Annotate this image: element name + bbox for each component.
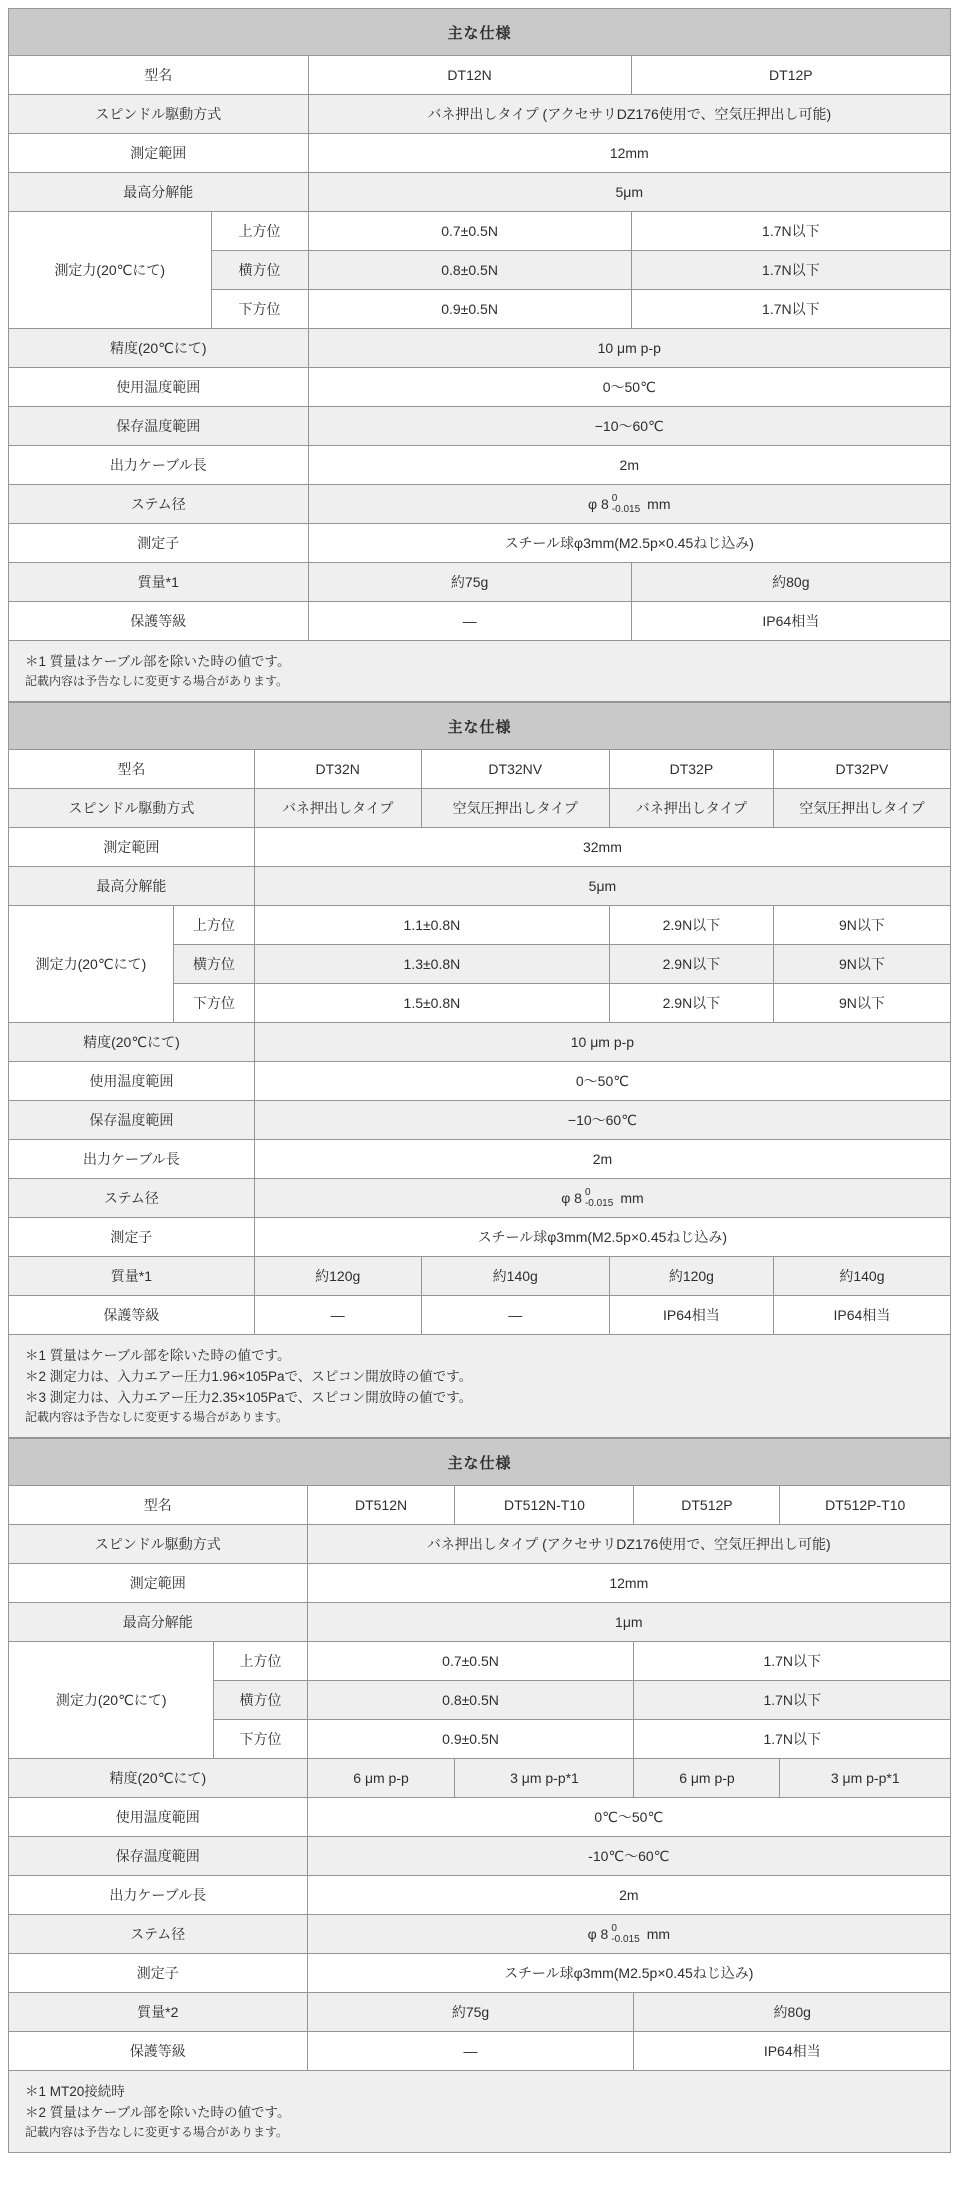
group-label: 測定力(20℃にて) [9, 1642, 214, 1759]
value-cell: 約140g [421, 1257, 609, 1296]
spec-row [9, 1993, 951, 2032]
spec-row [9, 407, 951, 446]
value-cell: 1.7N以下 [631, 212, 950, 251]
row-label: ステム径 [9, 1179, 255, 1218]
value-cell: ― [254, 1296, 421, 1335]
value-cell: 0.7±0.5N [308, 212, 631, 251]
value-cell: -10℃〜60℃ [307, 1837, 950, 1876]
row-sublabel: 上方位 [211, 212, 308, 251]
value-cell: DT512P [634, 1486, 780, 1525]
spec-row [9, 56, 951, 95]
row-label: 型名 [9, 1486, 308, 1525]
value-cell: 5μm [254, 867, 950, 906]
footnote-disclaimer: 記載内容は予告なしに変更する場合があります。 [25, 674, 289, 688]
value-cell [254, 1179, 950, 1218]
value-cell: 1μm [307, 1603, 950, 1642]
value-cell: 0.8±0.5N [307, 1681, 634, 1720]
row-label: 保存温度範囲 [9, 1837, 308, 1876]
value-cell: バネ押出しタイプ [609, 789, 773, 828]
spec-row [9, 95, 951, 134]
spec-row [9, 1023, 951, 1062]
row-sublabel: 横方位 [173, 945, 254, 984]
value-cell: バネ押出しタイプ (アクセサリDZ176使用で、空気圧押出し可能) [308, 95, 950, 134]
value-cell: DT512P-T10 [780, 1486, 951, 1525]
stem-upper-tolerance: 0 [611, 1923, 617, 1934]
stem-tolerance [611, 1923, 639, 1945]
spec-row [9, 1179, 951, 1218]
value-cell: 2m [307, 1876, 950, 1915]
value-cell: ― [307, 2032, 634, 2071]
value-cell: 1.5±0.8N [254, 984, 609, 1023]
row-label: 使用温度範囲 [9, 1062, 255, 1101]
spec-row [9, 1876, 951, 1915]
row-sublabel: 下方位 [214, 1720, 307, 1759]
value-cell: 2.9N以下 [609, 945, 773, 984]
stem-upper-tolerance: 0 [584, 1187, 591, 1198]
value-cell: 0.7±0.5N [307, 1642, 634, 1681]
value-cell: 12mm [307, 1564, 950, 1603]
spec-row [9, 602, 951, 641]
footnote-line: ＊2 測定力は、入力エアー圧力1.96×105Paで、スピコン開放時の値です。 [25, 1369, 473, 1384]
row-label: ステム径 [9, 1915, 308, 1954]
value-cell: スチール球φ3mm(M2.5p×0.45ねじ込み) [308, 524, 950, 563]
value-cell: IP64相当 [631, 602, 950, 641]
value-cell: DT12N [308, 56, 631, 95]
stem-prefix: φ 8 [588, 496, 609, 512]
table-title: 主な仕様 [9, 703, 951, 750]
row-label: 精度(20℃にて) [9, 1023, 255, 1062]
table-title: 主な仕様 [9, 1439, 951, 1486]
value-cell [307, 1915, 950, 1954]
spec-row [9, 1915, 951, 1954]
value-cell: 9N以下 [773, 906, 950, 945]
row-sublabel: 下方位 [173, 984, 254, 1023]
spec-row [9, 1062, 951, 1101]
row-sublabel: 横方位 [214, 1681, 307, 1720]
spec-row [9, 1525, 951, 1564]
value-cell: 0〜50℃ [254, 1062, 950, 1101]
value-cell: 1.7N以下 [634, 1681, 951, 1720]
row-label: 使用温度範囲 [9, 368, 309, 407]
table-title: 主な仕様 [9, 9, 951, 56]
value-cell: 1.7N以下 [634, 1720, 951, 1759]
spec-row [9, 563, 951, 602]
value-cell: DT32P [609, 750, 773, 789]
stem-lower-tolerance: -0.015 [611, 1934, 640, 1945]
value-cell: 約75g [308, 563, 631, 602]
footnote-line: ＊3 測定力は、入力エアー圧力2.35×105Paで、スピコン開放時の値です。 [25, 1390, 473, 1405]
value-cell: 空気圧押出しタイプ [773, 789, 950, 828]
row-label: 精度(20℃にて) [9, 329, 309, 368]
table-header-row [9, 1439, 951, 1486]
row-label: ステム径 [9, 485, 309, 524]
row-label: 保護等級 [9, 1296, 255, 1335]
value-cell: 0.8±0.5N [308, 251, 631, 290]
value-cell: 0℃〜50℃ [307, 1798, 950, 1837]
value-cell: DT512N-T10 [455, 1486, 634, 1525]
row-label: 測定子 [9, 1954, 308, 1993]
stem-tolerance [585, 1187, 613, 1209]
value-cell: DT12P [631, 56, 950, 95]
spec-row [9, 1642, 951, 1681]
value-cell: 約75g [307, 1993, 634, 2032]
row-label: 使用温度範囲 [9, 1798, 308, 1837]
value-cell: DT32PV [773, 750, 950, 789]
footnotes [9, 641, 951, 702]
value-cell: IP64相当 [773, 1296, 950, 1335]
row-label: 測定範囲 [9, 828, 255, 867]
value-cell: 6 μm p-p [634, 1759, 780, 1798]
row-label: 測定子 [9, 524, 309, 563]
value-cell: スチール球φ3mm(M2.5p×0.45ねじ込み) [307, 1954, 950, 1993]
value-cell: 0〜50℃ [308, 368, 950, 407]
stem-diameter-value [588, 1923, 670, 1945]
value-cell: 2.9N以下 [609, 984, 773, 1023]
row-label: スピンドル駆動方式 [9, 95, 309, 134]
value-cell: 12mm [308, 134, 950, 173]
row-label: 出力ケーブル長 [9, 446, 309, 485]
value-cell: −10〜60℃ [254, 1101, 950, 1140]
footnote-line: ＊1 質量はケーブル部を除いた時の値です。 [25, 1348, 291, 1363]
value-cell: 2m [254, 1140, 950, 1179]
row-label: スピンドル駆動方式 [9, 1525, 308, 1564]
spec-row [9, 1603, 951, 1642]
spec-tables-container [8, 8, 951, 2153]
spec-row [9, 446, 951, 485]
row-label: 最高分解能 [9, 173, 309, 212]
spec-row [9, 173, 951, 212]
footnote-row [9, 1335, 951, 1438]
stem-upper-tolerance: 0 [611, 493, 618, 504]
value-cell: 0.9±0.5N [308, 290, 631, 329]
stem-unit: mm [646, 1926, 671, 1942]
stem-prefix: φ 8 [561, 1190, 582, 1206]
footnotes [9, 2071, 951, 2153]
value-cell: ― [421, 1296, 609, 1335]
value-cell: 約140g [773, 1257, 950, 1296]
spec-row [9, 212, 951, 251]
row-label: 保存温度範囲 [9, 1101, 255, 1140]
spec-row [9, 329, 951, 368]
footnotes [9, 1335, 951, 1438]
value-cell: DT32N [254, 750, 421, 789]
row-sublabel: 下方位 [211, 290, 308, 329]
value-cell: DT512N [307, 1486, 455, 1525]
value-cell: 1.7N以下 [634, 1642, 951, 1681]
value-cell: 6 μm p-p [307, 1759, 455, 1798]
value-cell: 約80g [634, 1993, 951, 2032]
value-cell: 1.1±0.8N [254, 906, 609, 945]
footnote-row [9, 2071, 951, 2153]
value-cell: 3 μm p-p*1 [455, 1759, 634, 1798]
value-cell: 1.7N以下 [631, 251, 950, 290]
row-label: 型名 [9, 56, 309, 95]
stem-prefix: φ 8 [587, 1926, 609, 1942]
value-cell: 1.7N以下 [631, 290, 950, 329]
spec-row [9, 1837, 951, 1876]
value-cell: 10 μm p-p [254, 1023, 950, 1062]
value-cell: IP64相当 [609, 1296, 773, 1335]
value-cell: バネ押出しタイプ (アクセサリDZ176使用で、空気圧押出し可能) [307, 1525, 950, 1564]
value-cell [308, 485, 950, 524]
table-header-row [9, 703, 951, 750]
value-cell: 32mm [254, 828, 950, 867]
row-label: 質量*1 [9, 1257, 255, 1296]
spec-row [9, 1486, 951, 1525]
spec-row [9, 134, 951, 173]
spec-row [9, 867, 951, 906]
spec-row [9, 1759, 951, 1798]
footnote-line: ＊2 質量はケーブル部を除いた時の値です。 [25, 2105, 291, 2120]
stem-unit: mm [647, 496, 671, 512]
value-cell: 5μm [308, 173, 950, 212]
row-label: 出力ケーブル長 [9, 1140, 255, 1179]
value-cell: 2m [308, 446, 950, 485]
row-label: 保存温度範囲 [9, 407, 309, 446]
row-label: 質量*1 [9, 563, 309, 602]
row-label: 型名 [9, 750, 255, 789]
stem-diameter-value [588, 493, 670, 515]
stem-lower-tolerance: -0.015 [584, 1198, 614, 1209]
spec-row [9, 750, 951, 789]
spec-row [9, 906, 951, 945]
row-label: スピンドル駆動方式 [9, 789, 255, 828]
row-label: 質量*2 [9, 1993, 308, 2032]
value-cell: 1.3±0.8N [254, 945, 609, 984]
spec-row [9, 828, 951, 867]
group-label: 測定力(20℃にて) [9, 906, 174, 1023]
spec-row [9, 1798, 951, 1837]
value-cell: 9N以下 [773, 945, 950, 984]
value-cell: 0.9±0.5N [307, 1720, 634, 1759]
row-label: 測定範囲 [9, 134, 309, 173]
value-cell: −10〜60℃ [308, 407, 950, 446]
row-label: 保護等級 [9, 2032, 308, 2071]
value-cell: 9N以下 [773, 984, 950, 1023]
footnote-disclaimer: 記載内容は予告なしに変更する場合があります。 [25, 1410, 289, 1424]
row-sublabel: 上方位 [173, 906, 254, 945]
row-label: 測定範囲 [9, 1564, 308, 1603]
spec-table-dt32 [8, 702, 951, 1438]
row-label: 出力ケーブル長 [9, 1876, 308, 1915]
row-label: 最高分解能 [9, 867, 255, 906]
stem-lower-tolerance: -0.015 [611, 504, 641, 515]
spec-row [9, 1296, 951, 1335]
row-label: 保護等級 [9, 602, 309, 641]
spec-row [9, 1954, 951, 1993]
row-sublabel: 上方位 [214, 1642, 307, 1681]
spec-row [9, 789, 951, 828]
value-cell: 約120g [609, 1257, 773, 1296]
spec-table-dt512 [8, 1438, 951, 2153]
value-cell: 3 μm p-p*1 [780, 1759, 951, 1798]
value-cell: 約120g [254, 1257, 421, 1296]
stem-tolerance [612, 493, 640, 515]
row-label: 測定子 [9, 1218, 255, 1257]
spec-row [9, 524, 951, 563]
footnote-disclaimer: 記載内容は予告なしに変更する場合があります。 [25, 2125, 289, 2139]
value-cell: 10 μm p-p [308, 329, 950, 368]
value-cell: 空気圧押出しタイプ [421, 789, 609, 828]
footnote-row [9, 641, 951, 702]
spec-row [9, 1101, 951, 1140]
value-cell: バネ押出しタイプ [254, 789, 421, 828]
value-cell: 2.9N以下 [609, 906, 773, 945]
spec-row [9, 485, 951, 524]
spec-row [9, 1218, 951, 1257]
footnote-line: ＊1 質量はケーブル部を除いた時の値です。 [25, 654, 291, 669]
row-label: 精度(20℃にて) [9, 1759, 308, 1798]
value-cell: スチール球φ3mm(M2.5p×0.45ねじ込み) [254, 1218, 950, 1257]
row-sublabel: 横方位 [211, 251, 308, 290]
spec-table-dt12 [8, 8, 951, 702]
row-label: 最高分解能 [9, 1603, 308, 1642]
value-cell: DT32NV [421, 750, 609, 789]
stem-unit: mm [620, 1190, 644, 1206]
stem-diameter-value [561, 1187, 643, 1209]
group-label: 測定力(20℃にて) [9, 212, 212, 329]
spec-row [9, 1257, 951, 1296]
value-cell: ― [308, 602, 631, 641]
value-cell: 約80g [631, 563, 950, 602]
spec-row [9, 1140, 951, 1179]
value-cell: IP64相当 [634, 2032, 951, 2071]
spec-row [9, 2032, 951, 2071]
footnote-line: ＊1 MT20接続時 [25, 2084, 125, 2099]
spec-row [9, 368, 951, 407]
table-header-row [9, 9, 951, 56]
spec-row [9, 1564, 951, 1603]
